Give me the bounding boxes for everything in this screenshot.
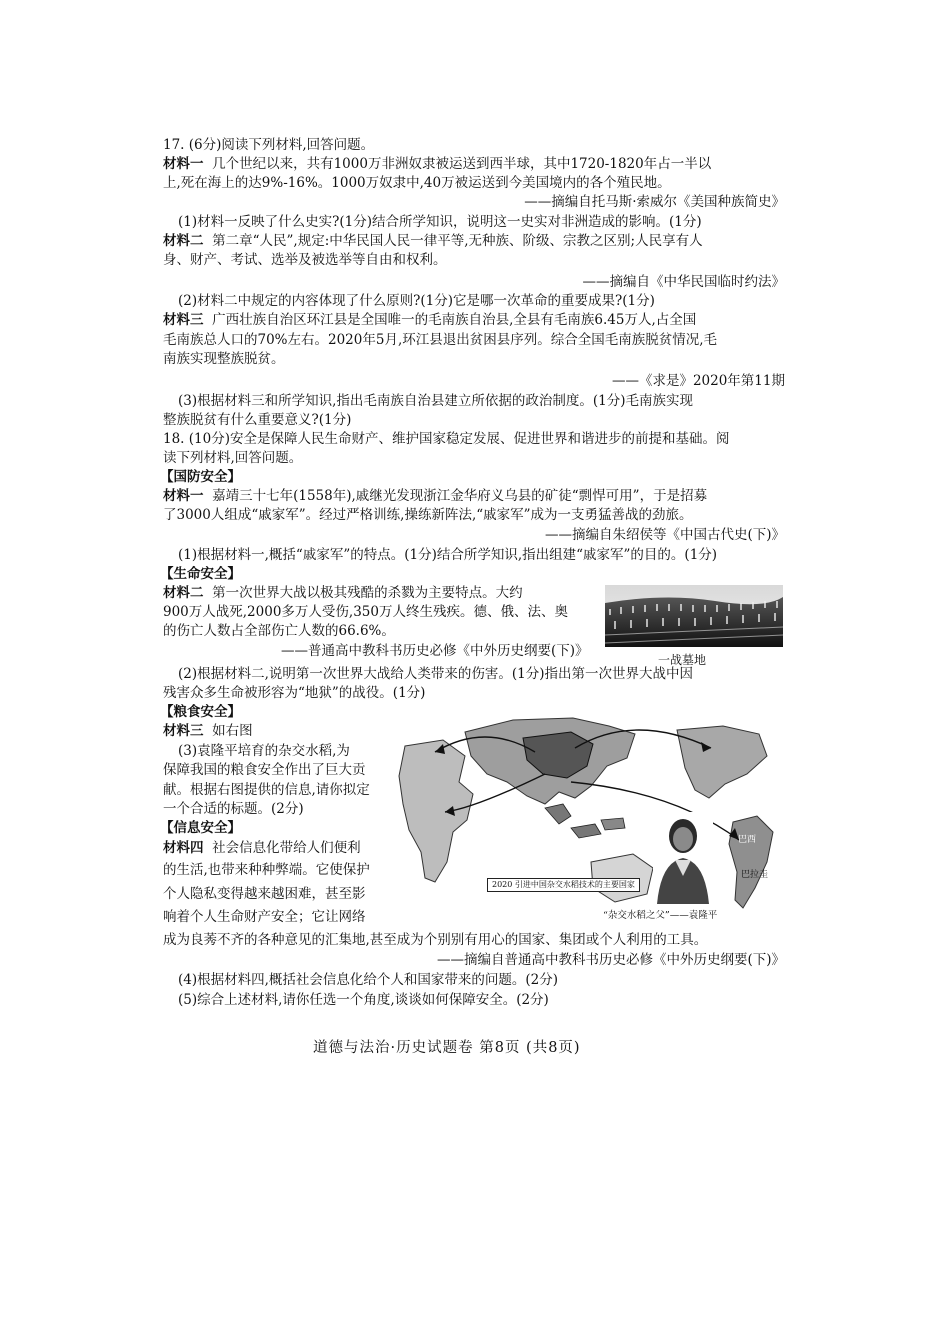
hybrid-rice-world-map [395, 712, 785, 930]
q18-title-line-1: 18. (10分)安全是保障人民生命财产、维护国家稳定发展、促进世界和谐进步的前提和基础。阅 [163, 431, 730, 447]
q18-title-line-2: 读下列材料,回答问题。 [163, 450, 303, 466]
q18-material-1-line-2: 了3000人组成“戚家军”。经过严格训练,操练新阵法,“戚家军”成为一支勇猛善战的劲旅。 [163, 507, 693, 523]
portrait-caption: “杂交水稻之父”——袁隆平 [603, 910, 718, 921]
q18-material-4-source: ——摘编自普通高中教科书历史必修《中外历史纲要(下)》 [436, 952, 785, 968]
q18-material-4-line-1 [163, 838, 361, 859]
q18-question-2-line-2: 残害众多生命被形容为“地狱”的战役。(1分) [163, 685, 426, 701]
q17-material-2-line-1 [163, 231, 703, 252]
q17-question-3-line-1: (3)根据材料三和所学知识,指出毛南族自治县建立所依据的政治制度。(1分)毛南族实现 [178, 393, 694, 409]
q17-material-2-line-2: 身、财产、考试、选举及被选举等自由和权利。 [163, 252, 447, 268]
q17-material-3-line-1 [163, 310, 696, 331]
section-heading-life: 【生命安全】 [160, 566, 241, 582]
material-label: 材料一 [163, 488, 204, 504]
q17-material-3-source: ——《求是》2020年第11期 [611, 373, 785, 389]
cemetery-image [605, 585, 783, 647]
q18-material-2-source: ——普通高中教科书历史必修《中外历史纲要(下)》 [281, 643, 589, 659]
q17-question-3-line-2: 整族脱贫有什么重要意义?(1分) [163, 412, 352, 428]
map-label-paraguay: 巴拉圭 [741, 870, 769, 880]
q18-question-5: (5)综合上述材料,请你任选一个角度,谈谈如何保障安全。(2分) [178, 992, 549, 1008]
map-label-brazil: 巴西 [738, 835, 757, 845]
q18-material-4-line-5: 成为良莠不齐的各种意见的汇集地,甚至成为个别别有用心的国家、集团或个人利用的工具。 [163, 932, 708, 948]
page-footer: 道德与法治·历史试题卷 第8页 (共8页) [313, 1040, 581, 1056]
q18-material-2-line-3: 的伤亡人数占全部伤亡人数的66.6%。 [163, 623, 395, 639]
q17-material-1-line-1 [163, 154, 711, 175]
material-text: 社会信息化带给人们便利 [212, 840, 361, 856]
q18-material-1-line-1 [163, 486, 707, 507]
ww1-cemetery-photo [605, 585, 783, 647]
material-label: 材料三 [163, 723, 204, 739]
material-text: 广西壮族自治区环江县是全国唯一的毛南族自治县,全县有毛南族6.45万人,占全国 [212, 312, 697, 328]
q17-question-2: (2)材料二中规定的内容体现了什么原则?(1分)它是哪一次革命的重要成果?(1分) [178, 293, 655, 309]
q17-title: 17. (6分)阅读下列材料,回答问题。 [163, 137, 375, 153]
material-text: 几个世纪以来，共有1000万非洲奴隶被运送到西半球，其中1720-1820年占一半以 [212, 156, 712, 172]
section-heading-information: 【信息安全】 [160, 820, 241, 836]
q18-question-3-line-1: (3)袁隆平培育的杂交水稻,为 [178, 743, 350, 759]
material-label: 材料二 [163, 233, 204, 249]
world-map-image [395, 712, 785, 930]
q18-question-4: (4)根据材料四,概括社会信息化给个人和国家带来的问题。(2分) [178, 972, 559, 988]
q18-question-3-line-3: 献。根据右图提供的信息,请你拟定 [163, 782, 370, 798]
material-label: 材料三 [163, 312, 204, 328]
section-heading-defense: 【国防安全】 [160, 469, 241, 485]
q18-question-2-line-1: (2)根据材料二,说明第一次世界大战给人类带来的伤害。(1分)指出第一次世界大战中因 [178, 666, 694, 682]
q18-question-3-line-2: 保障我国的粮食安全作出了巨大贡 [163, 762, 366, 778]
q17-material-3-line-3: 南族实现整族脱贫。 [163, 351, 285, 367]
q18-material-2-line-1 [163, 583, 523, 604]
material-text: 第一次世界大战以极其残酷的杀戮为主要特点。大约 [212, 585, 523, 601]
material-text: 第二章“人民”,规定:中华民国人民一律平等,无种族、阶级、宗教之区别;人民享有人 [212, 233, 703, 249]
q17-material-3-line-2: 毛南族总人口的70%左右。2020年5月,环江县退出贫困县序列。综合全国毛南族脱贫情况,毛 [163, 332, 718, 348]
q17-material-1-source: ——摘编自托马斯·索威尔《美国种族简史》 [524, 194, 785, 210]
q18-question-3-line-4: 一个合适的标题。(2分) [163, 801, 304, 817]
section-heading-food: 【粮食安全】 [160, 704, 241, 720]
q18-material-1-source: ——摘编自朱绍侯等《中国古代史(下)》 [544, 527, 785, 543]
q18-material-4-line-2: 的生活,也带来种种弊端。它使保护 [163, 862, 370, 878]
q18-material-4-line-4: 响着个人生命财产安全；它让网络 [163, 909, 366, 925]
q18-material-4-line-3: 个人隐私变得越来越困难，甚至影 [163, 886, 366, 902]
q17-material-2-source: ——摘编自《中华民国临时约法》 [582, 274, 785, 290]
material-label: 材料四 [163, 840, 204, 856]
material-label: 材料二 [163, 585, 204, 601]
material-text: 嘉靖三十七年(1558年),戚继光发现浙江金华府义乌县的矿徒“剽悍可用”，于是招募 [212, 488, 708, 504]
cemetery-caption: 一战墓地 [658, 653, 707, 667]
material-label: 材料一 [163, 156, 204, 172]
q18-material-2-line-2: 900万人战死,2000多万人受伤,350万人终生残疾。德、俄、法、奥 [163, 604, 568, 620]
q18-material-3 [163, 721, 253, 742]
q17-material-1-line-2: 上,死在海上的达9%-16%。1000万奴隶中,40万被运送到今美国境内的各个殖民地。 [163, 175, 671, 191]
q17-question-1: (1)材料一反映了什么史实?(1分)结合所学知识，说明这一史实对非洲造成的影响。(1分) [178, 214, 702, 230]
material-text: 如右图 [212, 723, 253, 739]
map-legend: 2020 引进中国杂交水稻技术的主要国家 [487, 878, 640, 892]
q18-question-1: (1)根据材料一,概括“戚家军”的特点。(1分)结合所学知识,指出组建“戚家军”的目的。(1分) [178, 547, 718, 563]
